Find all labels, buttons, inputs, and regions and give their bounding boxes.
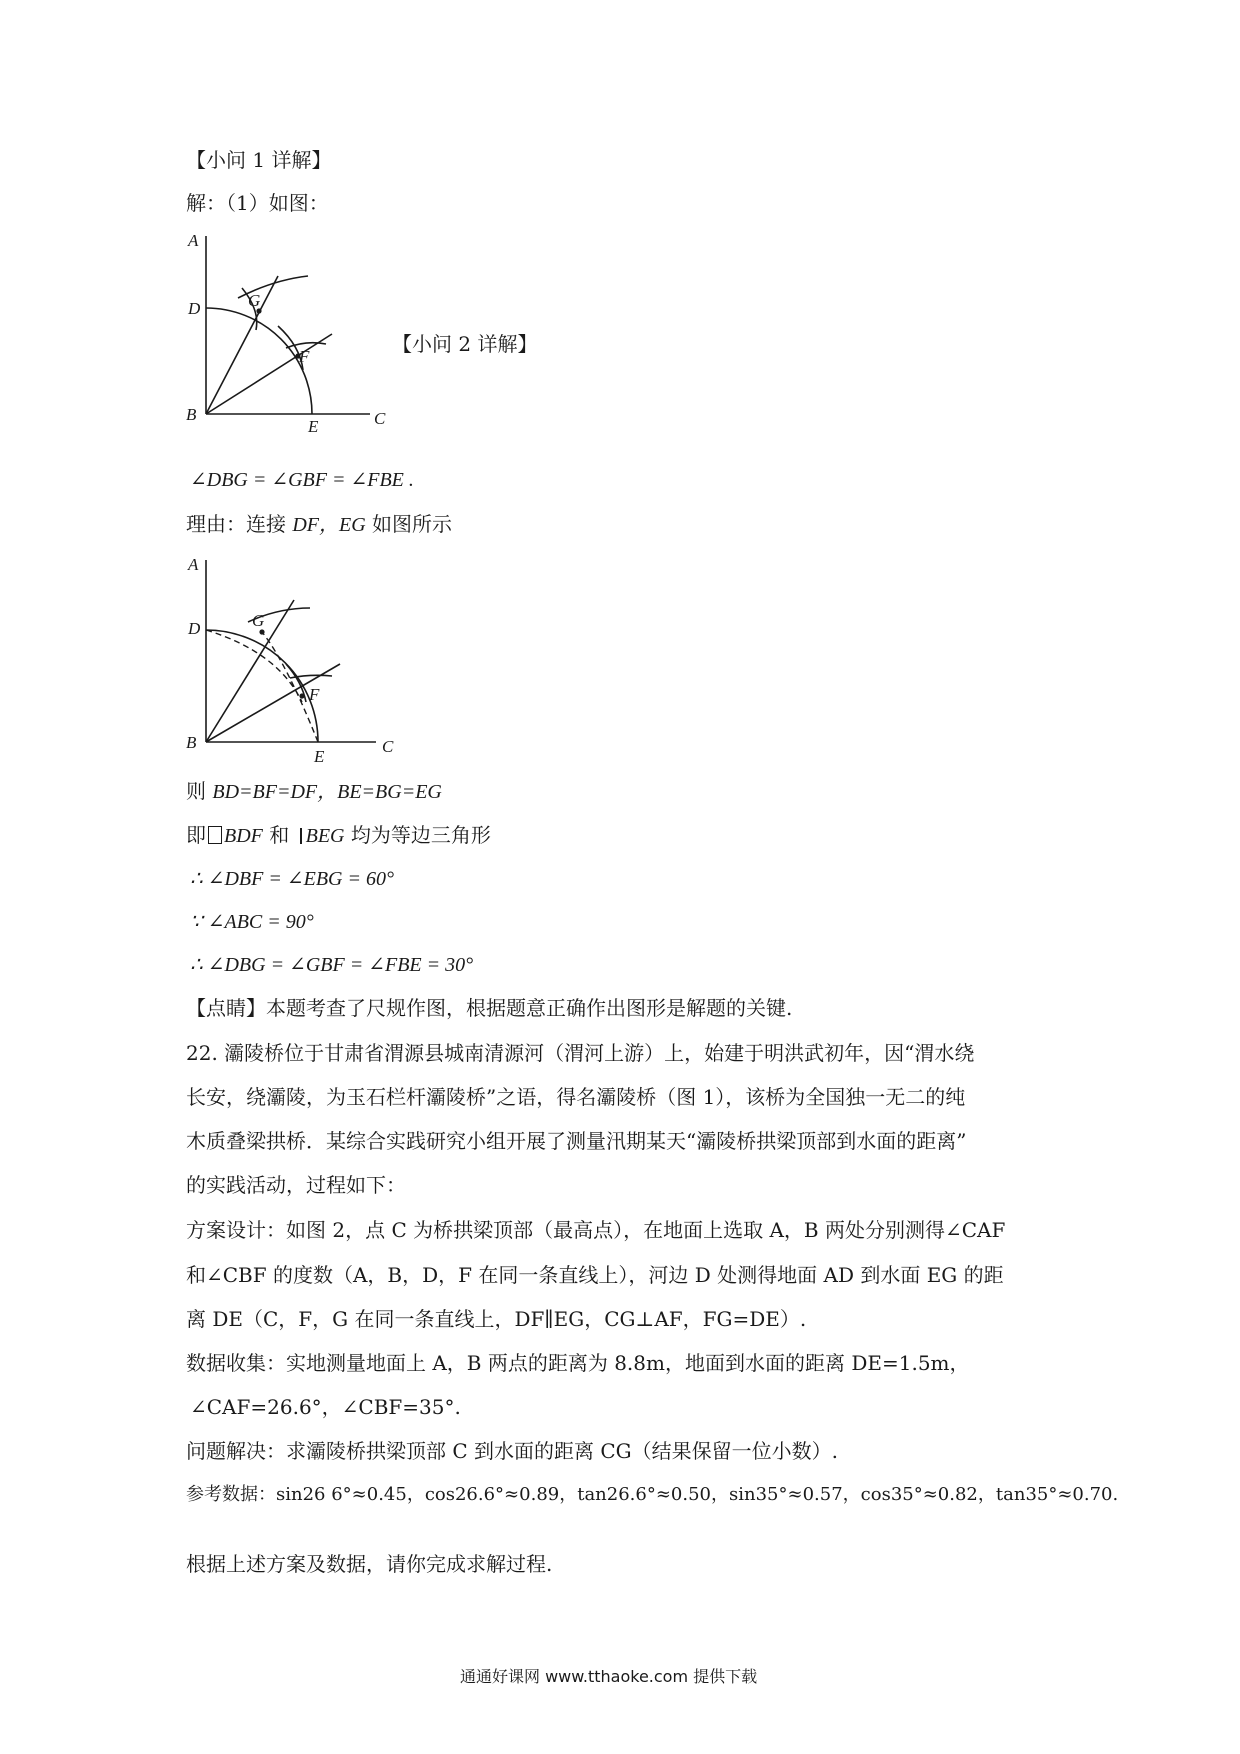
problem22-line-3: 木质叠梁拱桥．某综合实践研究小组开展了测量汛期某天“灞陵桥拱梁顶部到水面的距离”	[186, 1129, 967, 1153]
solution-intro: 解：（1）如图：	[186, 191, 329, 215]
comment-line: 【点睛】本题考查了尺规作图，根据题意正确作出图形是解题的关键.	[186, 996, 793, 1020]
footer-credit: 通通好课网 www.tthaoke.com 提供下载	[460, 1667, 758, 1686]
data-line-1: 数据收集：实地测量地面上 A，B 两点的距离为 8.8m，地面到水面的距离 DE=1.5m，	[186, 1351, 970, 1375]
fig1-label-c: C	[374, 409, 386, 428]
fig1-label-b: B	[186, 405, 197, 424]
fig2-label-b: B	[186, 733, 197, 752]
problem-statement: 问题解决：求灞陵桥拱梁顶部 C 到水面的距离 CG（结果保留一位小数）.	[186, 1439, 839, 1463]
fig1-label-g: G	[248, 291, 261, 310]
triangle-symbol-bar	[300, 828, 302, 844]
step-2: ∵ ∠ABC = 90°	[190, 911, 314, 933]
plan-line-3: 离 DE（C，F，G 在同一条直线上，DF∥EG，CG⊥AF，FG=DE）.	[186, 1307, 807, 1331]
result-equation: ∠DBG = ∠GBF = ∠FBE .	[190, 469, 414, 491]
fig2-label-f: F	[309, 685, 320, 704]
then-vars: BD=BF=DF，BE=BG=EG	[212, 781, 442, 803]
reference-data: 参考数据：sin26 6°≈0.45，cos26.6°≈0.89，tan26.6°≈0.50，sin35°≈0.57，cos35°≈0.82，tan35°≈0.70.	[186, 1484, 1119, 1505]
problem22-line-4: 的实践活动，过程如下：	[186, 1173, 406, 1197]
reason-line	[186, 510, 452, 539]
figure-1	[178, 228, 388, 442]
fig2-label-d: D	[188, 619, 201, 638]
finish-line: 根据上述方案及数据，请你完成求解过程.	[186, 1552, 553, 1576]
figure-2	[178, 552, 408, 776]
reason-prefix: 理由：连接	[186, 512, 293, 536]
data-line-2: ∠CAF=26.6°，∠CBF=35°.	[190, 1395, 461, 1419]
triangle-beg: BEG	[305, 825, 345, 847]
triangle-symbol-box	[208, 826, 222, 844]
fig1-label-a: A	[188, 231, 199, 250]
triangle-bdf: BDF	[224, 825, 263, 847]
then-prefix: 则	[186, 779, 213, 803]
equilateral-suffix: 均为等边三角形	[344, 823, 491, 847]
fig2-label-a: A	[188, 555, 199, 574]
fig1-label-d: D	[188, 299, 201, 318]
problem22-line-2: 长安，绕灞陵，为玉石栏杆灞陵桥”之语，得名灞陵桥（图 1），该桥为全国独一无二的纯	[186, 1085, 966, 1109]
reason-suffix: 如图所示	[365, 512, 453, 536]
step-1: ∴ ∠DBF = ∠EBG = 60°	[190, 868, 394, 890]
fig2-label-c: C	[382, 737, 394, 756]
reason-vars: DF，EG	[292, 514, 366, 536]
then-line	[186, 777, 442, 806]
fig2-label-e: E	[314, 747, 325, 766]
equilateral-prefix: 即	[186, 823, 206, 847]
equilateral-and: 和	[262, 823, 296, 847]
step-3: ∴ ∠DBG = ∠GBF = ∠FBE = 30°	[190, 954, 474, 976]
fig2-label-g: G	[252, 611, 265, 630]
equilateral-line	[186, 821, 491, 850]
header-q2: 【小问 2 详解】	[392, 332, 538, 356]
plan-line-1: 方案设计：如图 2，点 C 为桥拱梁顶部（最高点），在地面上选取 A，B 两处分别测得∠CAF	[186, 1218, 1006, 1242]
fig1-label-e: E	[308, 417, 319, 436]
fig1-label-f: F	[299, 347, 310, 366]
plan-line-2: 和∠CBF 的度数（A，B，D，F 在同一条直线上），河边 D 处测得地面 AD 到水面 EG 的距	[186, 1263, 1004, 1287]
problem22-line-1: 22. 灞陵桥位于甘肃省渭源县城南清源河（渭河上游）上，始建于明洪武初年，因“渭水绕	[186, 1041, 975, 1065]
header-q1: 【小问 1 详解】	[186, 148, 332, 172]
